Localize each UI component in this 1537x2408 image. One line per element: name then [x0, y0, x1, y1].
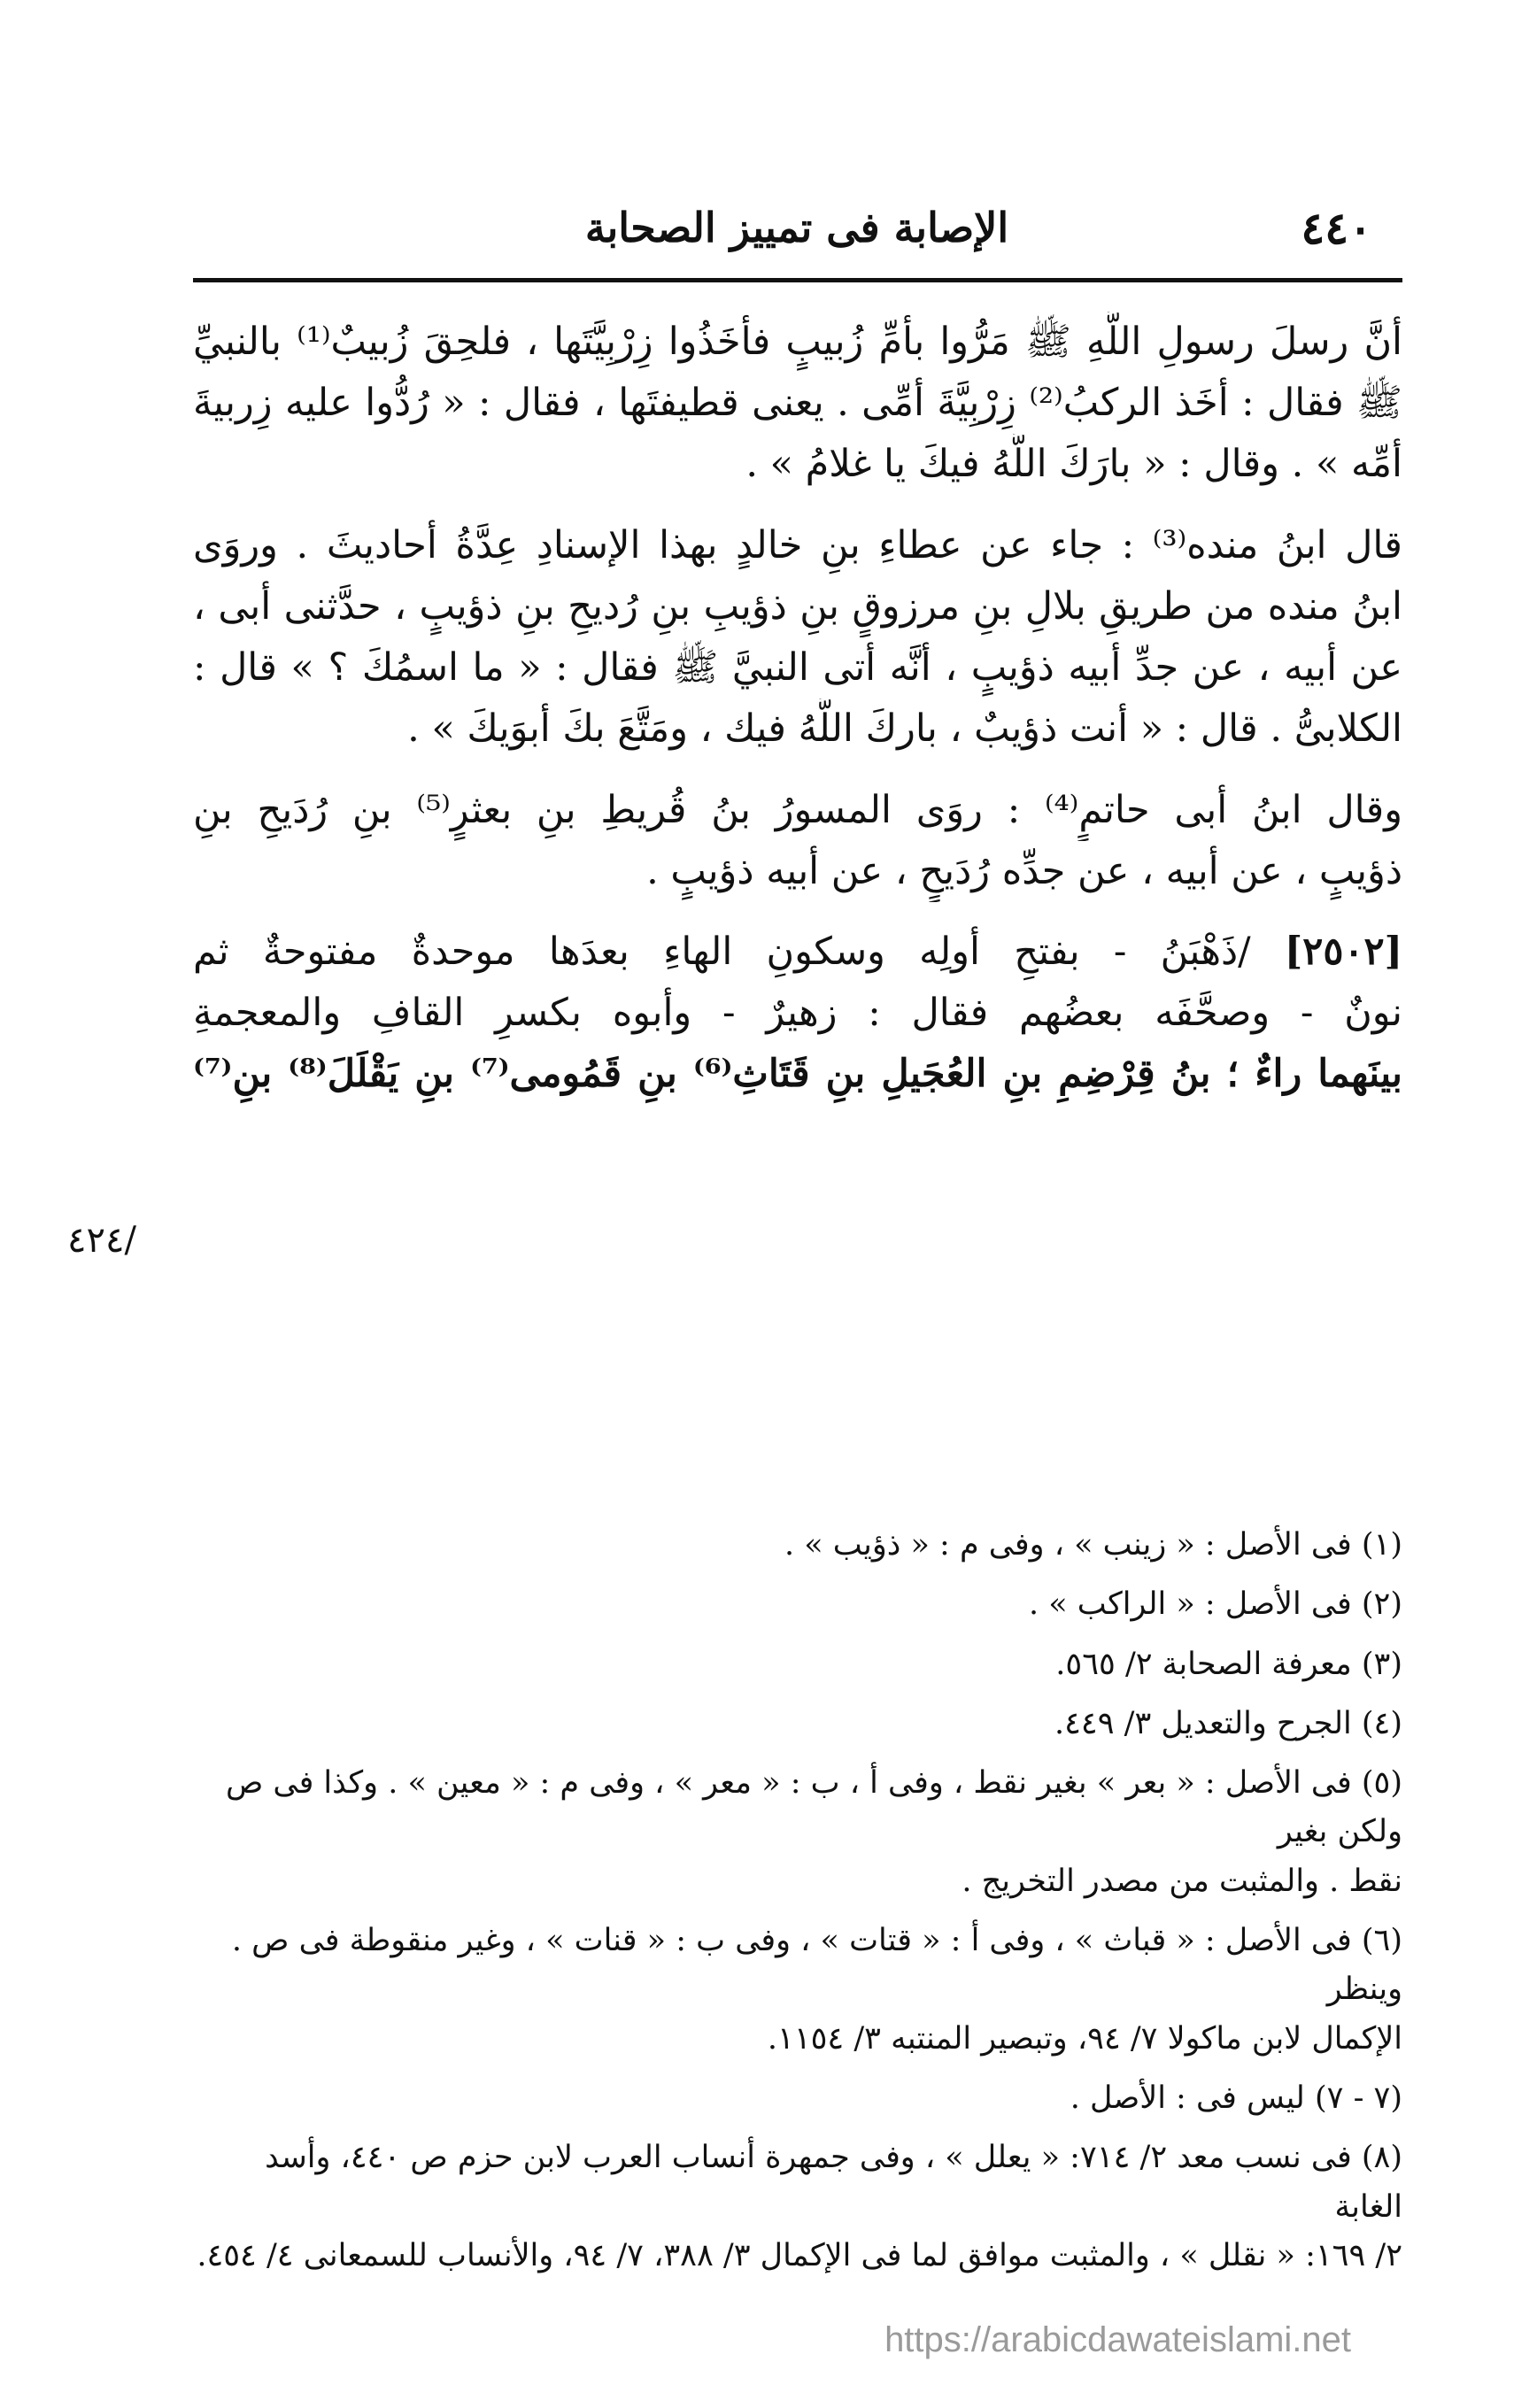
footnote	[193, 1640, 1402, 1689]
entry-line-1	[193, 922, 1402, 983]
entry-line-2: نونٌ - وصحَّفَه بعضُهم فقال : زهيرٌ - وأبوه بكسرِ القافِ والمعجمةِ	[193, 991, 1402, 1036]
text-line: وقال ابنُ أبى حاتمٍ⁽⁴⁾ : روَى المسورُ بنُ قُريطِ بنِ بعثرٍ⁽⁵⁾ بنِ رُدَيحِ بنِ	[193, 787, 1402, 832]
entry-number: [٢٥٠٢]	[1284, 929, 1402, 974]
margin-page-reference: /٤٢٤	[67, 1220, 136, 1261]
text-line: ﷺ فقال : أخَذ الركبُ⁽²⁾ زِرْبِيَّةَ أمِّى . يعنى قطيفتَها ، فقال : « رُدُّوا عليه زِربيةَ	[193, 381, 1402, 426]
footnote	[193, 1580, 1402, 1629]
text-line: الكلابىُّ . قال : « أنت ذؤيبٌ ، باركَ اللَّهُ فيك ، ومَتَّعَ بكَ أبوَيكَ » .	[407, 706, 1402, 752]
text-line: قال ابنُ منده⁽³⁾ : جاء عن عطاءِ بنِ خالدٍ بهذا الإسنادِ عِدَّةُ أحاديثَ . وروَى	[193, 522, 1402, 567]
text-line: أمِّه » . وقال : « بارَكَ اللَّهُ فيكَ يا غلامُ » .	[745, 442, 1402, 487]
footnote-text: (١) فى الأصل : « زينب » ، وفى م : « ذؤيب » .	[784, 1527, 1402, 1563]
footnote-text: (٦) فى الأصل : « قباث » ، وفى أ : « قتات » ، وفى ب : « قنات » ، وغير منقوطة فى ص . وينظر	[231, 1923, 1402, 2008]
footnote-text: (٥) فى الأصل : « بعر » بغير نقط ، وفى أ ، ب : « معر » ، وفى م : « معين » . وكذا فى ص ولكن بغير	[225, 1765, 1402, 1850]
text-line: ذؤيبٍ ، عن أبيه ، عن جدِّه رُدَيحٍ ، عن أبيه ذؤيبٍ .	[646, 848, 1402, 893]
footnote	[193, 1917, 1402, 2064]
header-rule	[193, 278, 1402, 282]
entry-paragraph	[193, 922, 1402, 1106]
text-line: عن أبيه ، عن جدِّ أبيه ذؤيبٍ ، أنَّه أتى النبيَّ ﷺ فقال : « ما اسمُكَ ؟ » قال :	[193, 645, 1402, 691]
footnote-continuation: الإكمال لابن ماكولا ٧/ ٩٤، وتبصير المنتبه ٣/ ١١٥٤.	[767, 2020, 1402, 2057]
page-header	[195, 202, 1399, 259]
paragraph-2	[193, 515, 1402, 760]
running-title: الإصابة فى تمييز الصحابة	[584, 204, 1009, 251]
footnote	[193, 2134, 1402, 2281]
footnote-text: (٧ - ٧) ليس فى : الأصل .	[1070, 2080, 1402, 2116]
paragraph-3	[193, 780, 1402, 902]
entry-line-3: بينَهما راءٌ ؛ بنُ قِرْضِمِ بنِ العُجَيلِ بنِ قَتَاثِ⁽⁶⁾ بنِ قَمُومى⁽⁷⁾ بنِ يَقْلَلَ⁽⁸⁾ بنِ⁽⁷⁾	[193, 1052, 1402, 1097]
footnote-text: (٨) فى نسب معد ٢/ ٧١٤: « يعلل » ، وفى جمهرة أنساب العرب لابن حزم ص ٤٤٠، وأسد الغابة	[265, 2140, 1402, 2225]
footnote-continuation: ٢/ ١٦٩: « نقلل » ، والمثبت موافق لما فى الإكمال ٣/ ٣٨٨، ٧/ ٩٤، والأنساب للسمعانى ٤/ ٤٥٤.	[197, 2237, 1402, 2273]
main-text	[193, 312, 1402, 1125]
footnote	[193, 2074, 1402, 2123]
text-line: ابنُ منده من طريقِ بلالِ بنِ مرزوقٍ بنِ ذؤيبِ بنِ رُديحِ بنِ ذؤيبٍ ، حدَّثنى أبى ،	[193, 583, 1402, 629]
footnote-continuation: نقط . والمثبت من مصدر التخريج .	[962, 1863, 1402, 1899]
footnote	[193, 1700, 1402, 1748]
watermark-url: https://arabicdawateislami.net	[884, 2320, 1351, 2359]
paragraph-1	[193, 312, 1402, 496]
entry-line-1-text: /ذَهْبَنُ - بفتحِ أولِه وسكونِ الهاءِ بعدَها موحدةٌ مفتوحةٌ ثم	[193, 929, 1251, 974]
footnote-text: (٣) معرفة الصحابة ٢/ ٥٦٥.	[1055, 1646, 1402, 1682]
footnote-text: (٢) فى الأصل : « الراكب » .	[1028, 1586, 1402, 1623]
page-number: ٤٤٠	[1301, 202, 1372, 254]
footnote	[193, 1759, 1402, 1906]
footnote-text: (٤) الجرح والتعديل ٣/ ٤٤٩.	[1054, 1705, 1402, 1741]
text-line: أنَّ رسلَ رسولِ اللَّهِ ﷺ مَرُّوا بأمِّ زُبيبٍ فأخَذُوا زِرْبِيَّتَها ، فلحِقَ زُبيبٌ⁽¹⁾ بالنبيِّ	[193, 320, 1402, 364]
footnote	[193, 1521, 1402, 1570]
footnotes	[193, 1521, 1402, 2291]
